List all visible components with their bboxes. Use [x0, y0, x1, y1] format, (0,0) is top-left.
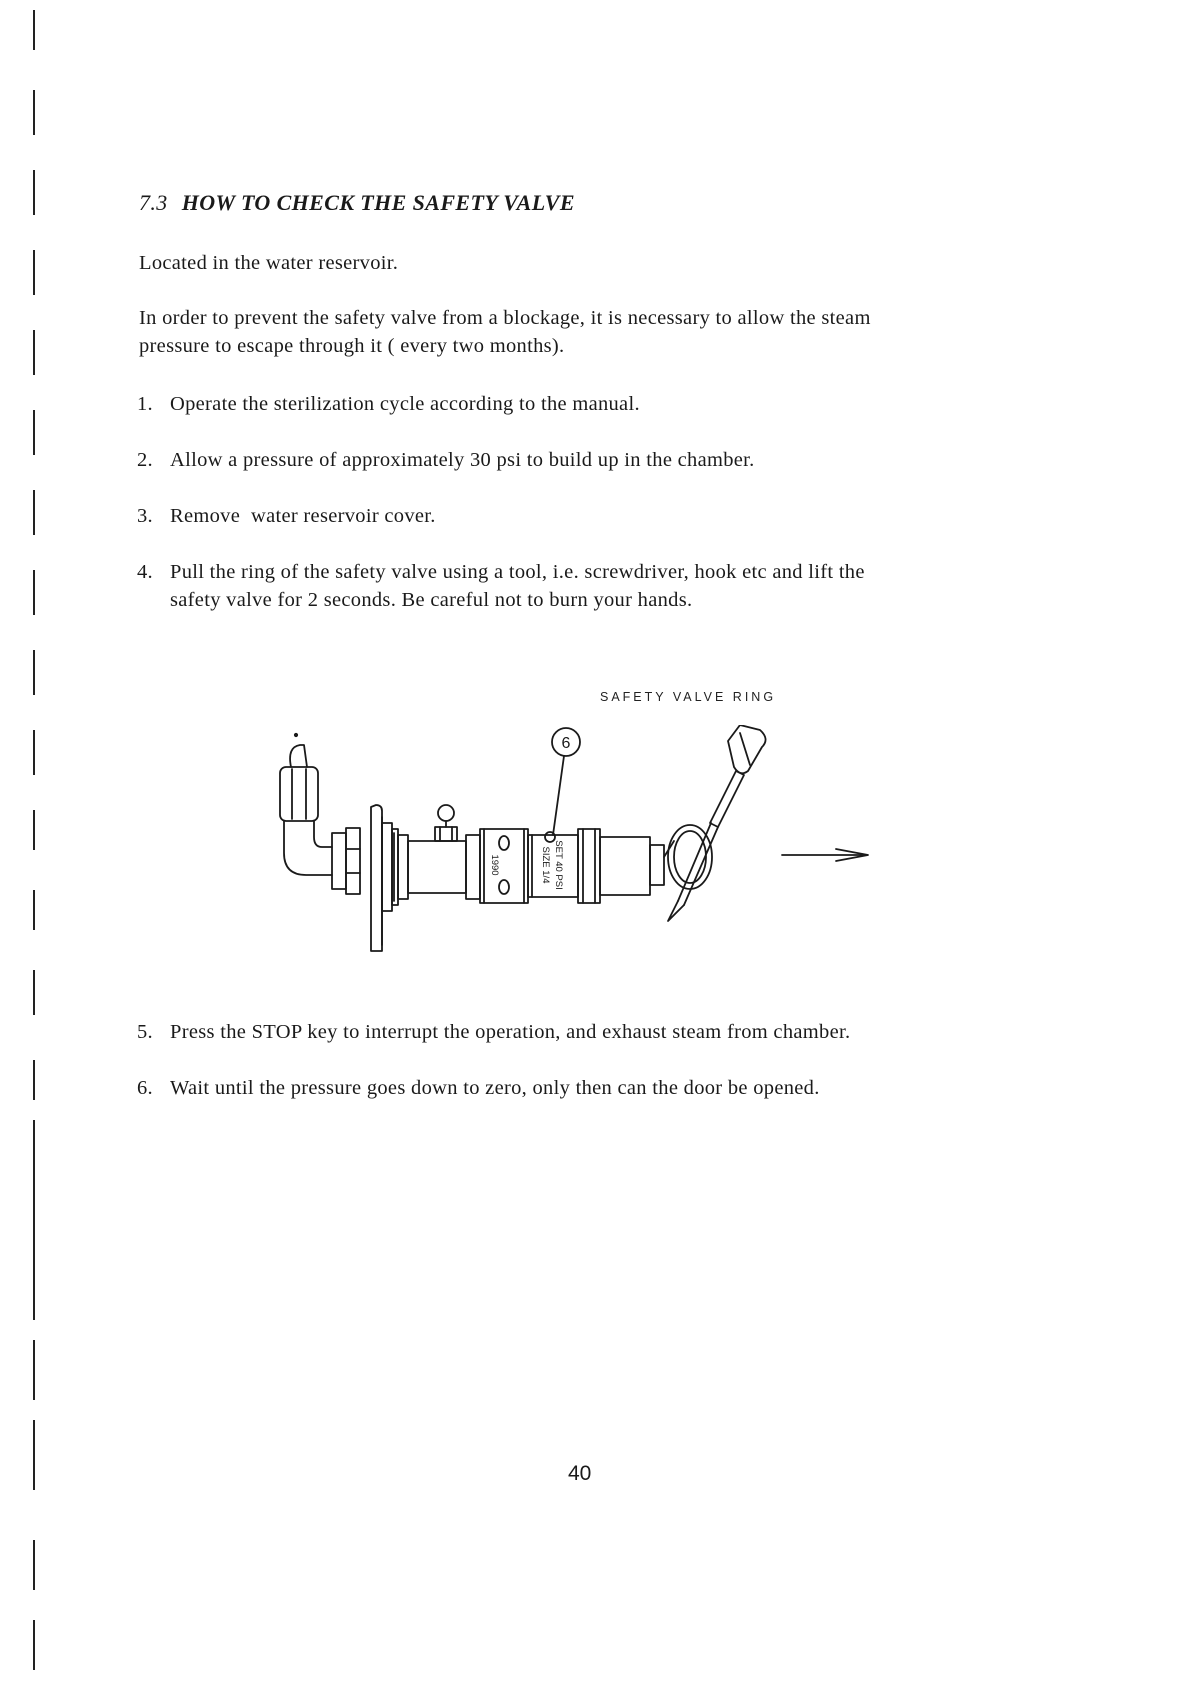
callout-number: 6: [561, 735, 571, 752]
step-text: Operate the sterilization cycle according to the manual.: [170, 393, 640, 415]
step-text: Wait until the pressure goes down to zero, only then can the door be opened.: [170, 1077, 820, 1099]
section-heading: [139, 190, 575, 216]
step-item: [137, 390, 997, 418]
section-number: 7.3: [139, 190, 168, 215]
reservoir-wall: [371, 805, 408, 951]
step-text-line: Pull the ring of the safety valve using a tool, i.e. screwdriver, hook etc and lift the: [170, 561, 865, 583]
page-number: 40: [568, 1462, 592, 1485]
callout-6: [552, 728, 580, 835]
valve-stamp-size: SIZE 1/4: [540, 846, 551, 884]
step-number: 5.: [137, 1021, 153, 1043]
intro-line: pressure to escape through it ( every two months).: [139, 335, 565, 357]
step-text: Remove water reservoir cover.: [170, 505, 436, 527]
valve-stamp-year: 1990: [489, 854, 500, 876]
stray-dot: [295, 734, 297, 736]
step-number: 1.: [137, 393, 153, 415]
figure-label: SAFETY VALVE RING: [600, 690, 777, 704]
step-text: [170, 558, 997, 614]
pull-direction-arrow: [782, 849, 868, 861]
step-item: [137, 558, 997, 614]
step-text: Press the STOP key to interrupt the operation, and exhaust steam from chamber.: [170, 1021, 851, 1043]
screwdriver-icon: [668, 725, 766, 921]
elbow-fitting: [280, 745, 332, 875]
step-number: 4.: [137, 561, 153, 583]
step-number: 3.: [137, 505, 153, 527]
section-title: HOW TO CHECK THE SAFETY VALVE: [181, 190, 575, 215]
binding-edge-marks: [30, 0, 36, 1688]
step-text-line: safety valve for 2 seconds. Be careful not to burn your hands.: [170, 589, 693, 611]
valve-stamp-setting: SET 40 PSI: [553, 840, 564, 890]
intro-line: In order to prevent the safety valve from a blockage, it is necessary to allow the steam: [139, 307, 871, 329]
location-text: Located in the water reservoir.: [139, 252, 399, 274]
step-number: 2.: [137, 449, 153, 471]
step-item: [137, 1018, 997, 1046]
lock-nut: [332, 828, 360, 894]
step-item: [137, 1074, 997, 1102]
step-number: 6.: [137, 1077, 153, 1099]
step-text: Allow a pressure of approximately 30 psi to build up in the chamber.: [170, 449, 755, 471]
valve-body: [408, 805, 664, 903]
safety-valve-diagram: [270, 725, 890, 975]
step-item: [137, 446, 997, 474]
intro-paragraph: [139, 304, 871, 360]
step-item: [137, 502, 997, 530]
